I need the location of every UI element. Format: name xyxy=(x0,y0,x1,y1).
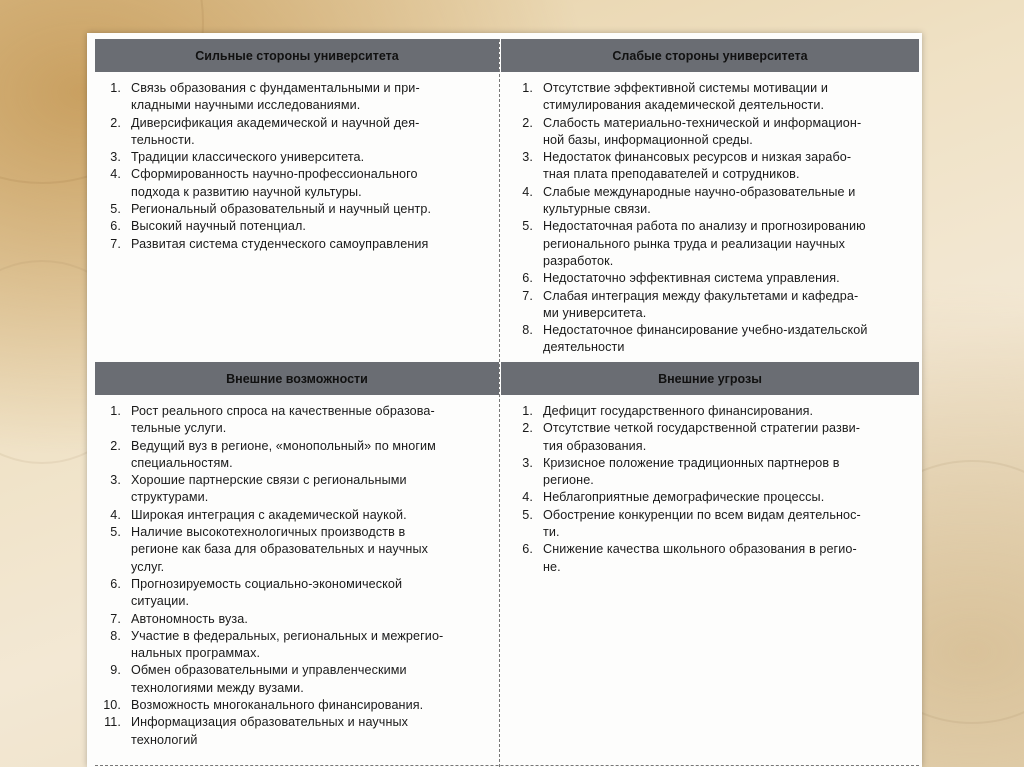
item-text: Хорошие партнерские связи с региональными структурами. xyxy=(131,473,407,505)
item-number: 3. xyxy=(110,473,121,488)
list-item xyxy=(511,270,909,287)
weaknesses-list xyxy=(511,80,909,357)
item-number: 2. xyxy=(522,115,533,130)
item-text: Участие в федеральных, региональных и межрегио- нальных программах. xyxy=(131,628,444,661)
strengths-header: Сильные стороны университета xyxy=(95,39,499,72)
item-number: 4. xyxy=(110,507,121,522)
item-text: Рост реального спроса на качественные образова- тельные услуги. xyxy=(131,404,435,436)
item-number: 7. xyxy=(110,611,121,626)
list-item xyxy=(511,455,909,490)
item-number: 7. xyxy=(522,288,533,303)
opportunities-header: Внешние возможности xyxy=(95,362,499,395)
list-item xyxy=(511,288,909,323)
item-text: Традиции классического университета. xyxy=(131,150,365,165)
item-number: 5. xyxy=(110,202,121,217)
item-text: Связь образования с фундаментальными и при- кладными научными исследованиями. xyxy=(131,81,420,113)
item-text: Обострение конкуренции по всем видам деятельнос- ти. xyxy=(543,507,861,540)
item-number: 8. xyxy=(110,628,121,643)
list-item xyxy=(511,420,909,455)
list-item xyxy=(99,438,491,473)
item-number: 11. xyxy=(104,715,121,730)
list-item xyxy=(99,697,491,714)
item-number: 8. xyxy=(522,323,533,338)
list-item xyxy=(511,218,909,270)
item-number: 1. xyxy=(110,404,121,418)
item-text: Информацизация образовательных и научных технологий xyxy=(131,715,409,747)
list-item xyxy=(99,201,491,218)
item-text: Слабость материально-технической и информацион- ной базы, информационной среды. xyxy=(543,115,862,147)
list-item xyxy=(99,236,491,253)
swot-sheet xyxy=(87,33,922,767)
list-item xyxy=(511,489,909,506)
item-number: 2. xyxy=(110,438,121,453)
list-item xyxy=(99,403,491,438)
item-number: 1. xyxy=(522,404,533,418)
threats-list xyxy=(511,403,909,576)
list-item xyxy=(99,507,491,524)
list-item xyxy=(99,472,491,507)
item-text: Региональный образовательный и научный центр. xyxy=(131,202,432,217)
item-text: Дефицит государственного финансирования. xyxy=(543,404,814,418)
item-number: 5. xyxy=(522,219,533,234)
item-text: Недостаток финансовых ресурсов и низкая зарабо- тная плата преподавателей и сотрудников. xyxy=(543,150,852,182)
list-item xyxy=(99,80,491,115)
list-item xyxy=(511,322,909,357)
item-number: 7. xyxy=(110,236,121,251)
item-text: Снижение качества школьного образования в регио- не. xyxy=(543,542,857,574)
list-item xyxy=(511,149,909,184)
item-number: 6. xyxy=(522,542,533,557)
item-text: Автономность вуза. xyxy=(131,611,248,626)
opportunities-list xyxy=(99,403,491,749)
strengths-list xyxy=(99,80,491,253)
item-number: 6. xyxy=(110,576,121,591)
list-item xyxy=(99,115,491,150)
item-number: 1. xyxy=(110,81,121,95)
strengths-cell xyxy=(95,74,499,362)
item-number: 1. xyxy=(522,81,533,95)
threats-header: Внешние угрозы xyxy=(501,362,919,395)
item-number: 2. xyxy=(110,115,121,130)
list-item xyxy=(99,524,491,576)
list-item xyxy=(99,611,491,628)
list-item xyxy=(99,628,491,663)
item-number: 3. xyxy=(522,455,533,470)
list-item xyxy=(99,662,491,697)
item-text: Недостаточно эффективная система управления. xyxy=(543,271,840,286)
list-item xyxy=(511,80,909,115)
weaknesses-header: Слабые стороны университета xyxy=(501,39,919,72)
list-item xyxy=(99,149,491,166)
item-number: 5. xyxy=(522,507,533,522)
item-text: Широкая интеграция с академической наукой. xyxy=(131,507,407,522)
item-number: 3. xyxy=(522,150,533,165)
item-text: Наличие высокотехнологичных производств в регионе как база для образовательных и научных услуг. xyxy=(131,525,429,574)
item-number: 4. xyxy=(522,490,533,505)
item-text: Ведущий вуз в регионе, «монопольный» по многим специальностям. xyxy=(131,438,436,470)
opportunities-cell xyxy=(95,397,499,767)
list-item xyxy=(99,576,491,611)
list-item xyxy=(511,507,909,542)
item-text: Обмен образовательными и управленческими технологиями между вузами. xyxy=(131,663,407,695)
item-number: 9. xyxy=(110,663,121,678)
item-number: 3. xyxy=(110,150,121,165)
item-text: Кризисное положение традиционных партнеров в регионе. xyxy=(543,455,840,488)
item-number: 2. xyxy=(522,421,533,436)
item-text: Возможность многоканального финансирования. xyxy=(131,698,424,713)
bottom-divider xyxy=(95,765,919,766)
item-number: 10. xyxy=(103,698,121,713)
list-item xyxy=(99,218,491,235)
list-item xyxy=(99,166,491,201)
item-text: Слабые международные научно-образовательные и культурные связи. xyxy=(543,184,856,217)
item-text: Слабая интеграция между факультетами и кафедра- ми университета. xyxy=(543,288,859,320)
item-text: Сформированность научно-профессионального подхода к развитию научной культуры. xyxy=(131,167,418,199)
threats-cell xyxy=(507,397,917,767)
list-item xyxy=(511,541,909,576)
list-item xyxy=(511,184,909,219)
item-text: Диверсификация академической и научной дея- тельности. xyxy=(131,115,420,147)
list-item xyxy=(511,403,909,420)
list-item xyxy=(99,714,491,749)
item-number: 4. xyxy=(522,184,533,199)
item-text: Развитая система студенческого самоуправления xyxy=(131,236,429,251)
item-number: 6. xyxy=(522,271,533,286)
item-number: 4. xyxy=(110,167,121,182)
item-number: 5. xyxy=(110,525,121,540)
item-text: Недостаточное финансирование учебно-издательской деятельности xyxy=(543,323,868,355)
column-divider xyxy=(499,39,500,767)
list-item xyxy=(511,115,909,150)
item-text: Отсутствие четкой государственной стратегии разви- тия образования. xyxy=(543,421,861,453)
weaknesses-cell xyxy=(507,74,917,362)
item-number: 6. xyxy=(110,219,121,234)
item-text: Прогнозируемость социально-экономической ситуации. xyxy=(131,576,403,609)
item-text: Неблагоприятные демографические процессы. xyxy=(543,490,825,505)
item-text: Высокий научный потенциал. xyxy=(131,219,307,234)
item-text: Недостаточная работа по анализу и прогнозированию регионального рынка труда и реализации научных разработок. xyxy=(543,219,866,268)
item-text: Отсутствие эффективной системы мотивации и стимулирования академической деятельности. xyxy=(543,81,828,113)
swot-table xyxy=(95,39,919,767)
